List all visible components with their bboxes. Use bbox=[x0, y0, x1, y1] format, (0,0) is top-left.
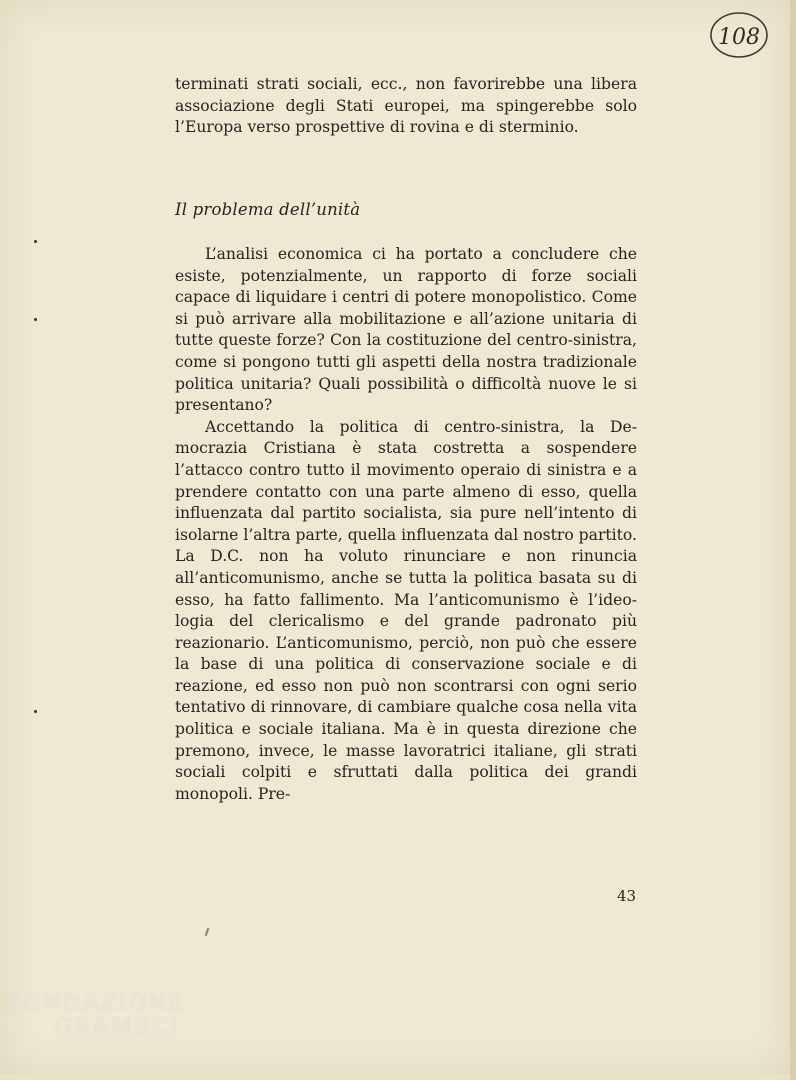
archive-number-text: 108 bbox=[718, 25, 760, 50]
body-paragraph-2: Accettando la politica di centro-sinistra, la Democrazia Cristiana è stata costretta a sospendere l’attacco contro tutto il movimento operaio di sinistra e a prendere contatto con una parte almeno di esso, quella influenzata dal partito socialista, sia pure nell’intento di isolarne l’altra parte, quella influenzata dal nostro partito. La D.C. non ha voluto rinunciare e non rinuncia all’anticomunismo, anche se tutta la politica basata su di esso, ha fatto fallimento. Ma l’anticomunismo è l’ideologia del clericalismo e del grande padronato più reazionario. L’anticomunismo, perciò, non può che essere la base di una politica di conservazione sociale e di reazione, ed esso non può non scontrarsi con ogni serio tentativo di rinnovare, di cambiare qualche cosa nella vita politica e sociale italiana. Ma è in questa direzione che premono, invece, le masse lavoratrici italiane, gli strati sociali colpiti e sfruttati dalla politica dei grandi monopoli. Pre- bbox=[175, 417, 637, 803]
section-heading: Il problema dell’unità bbox=[175, 200, 361, 219]
margin-dot bbox=[34, 710, 37, 713]
archive-number-stamp bbox=[708, 8, 770, 60]
intro-paragraph-text: terminati strati sociali, ecc., non favorirebbe una libera associazione degli Stati europei, ma spingerebbe solo l’Europa verso prospettive di rovina e di sterminio. bbox=[175, 75, 637, 137]
intro-paragraph bbox=[175, 74, 637, 139]
stray-pen-mark bbox=[205, 928, 210, 936]
archive-number-circle bbox=[708, 8, 770, 60]
body-text bbox=[175, 244, 637, 805]
page-number: 43 bbox=[617, 887, 637, 905]
watermark-line-2: GRAMSCI bbox=[54, 1015, 179, 1040]
margin-dot bbox=[34, 318, 37, 321]
watermark-line-1: FONDAZIONE bbox=[6, 991, 185, 1016]
page-edge bbox=[790, 0, 796, 1080]
body-paragraph-1: L’analisi economica ci ha portato a concludere che esiste, potenzialmente, un rapporto di forze sociali capace di liquidare i centri di potere monopolistico. Come si può arrivare alla mobilitazione e all’azione unitaria di tutte queste forze? Con la costituzione del centro-sinistra, come si pongono tutti gli aspetti della nostra tradizionale politica unitaria? Quali possibilità o difficoltà nuove le si presentano? bbox=[175, 245, 637, 415]
margin-dot bbox=[34, 240, 37, 243]
watermark bbox=[6, 992, 185, 1040]
